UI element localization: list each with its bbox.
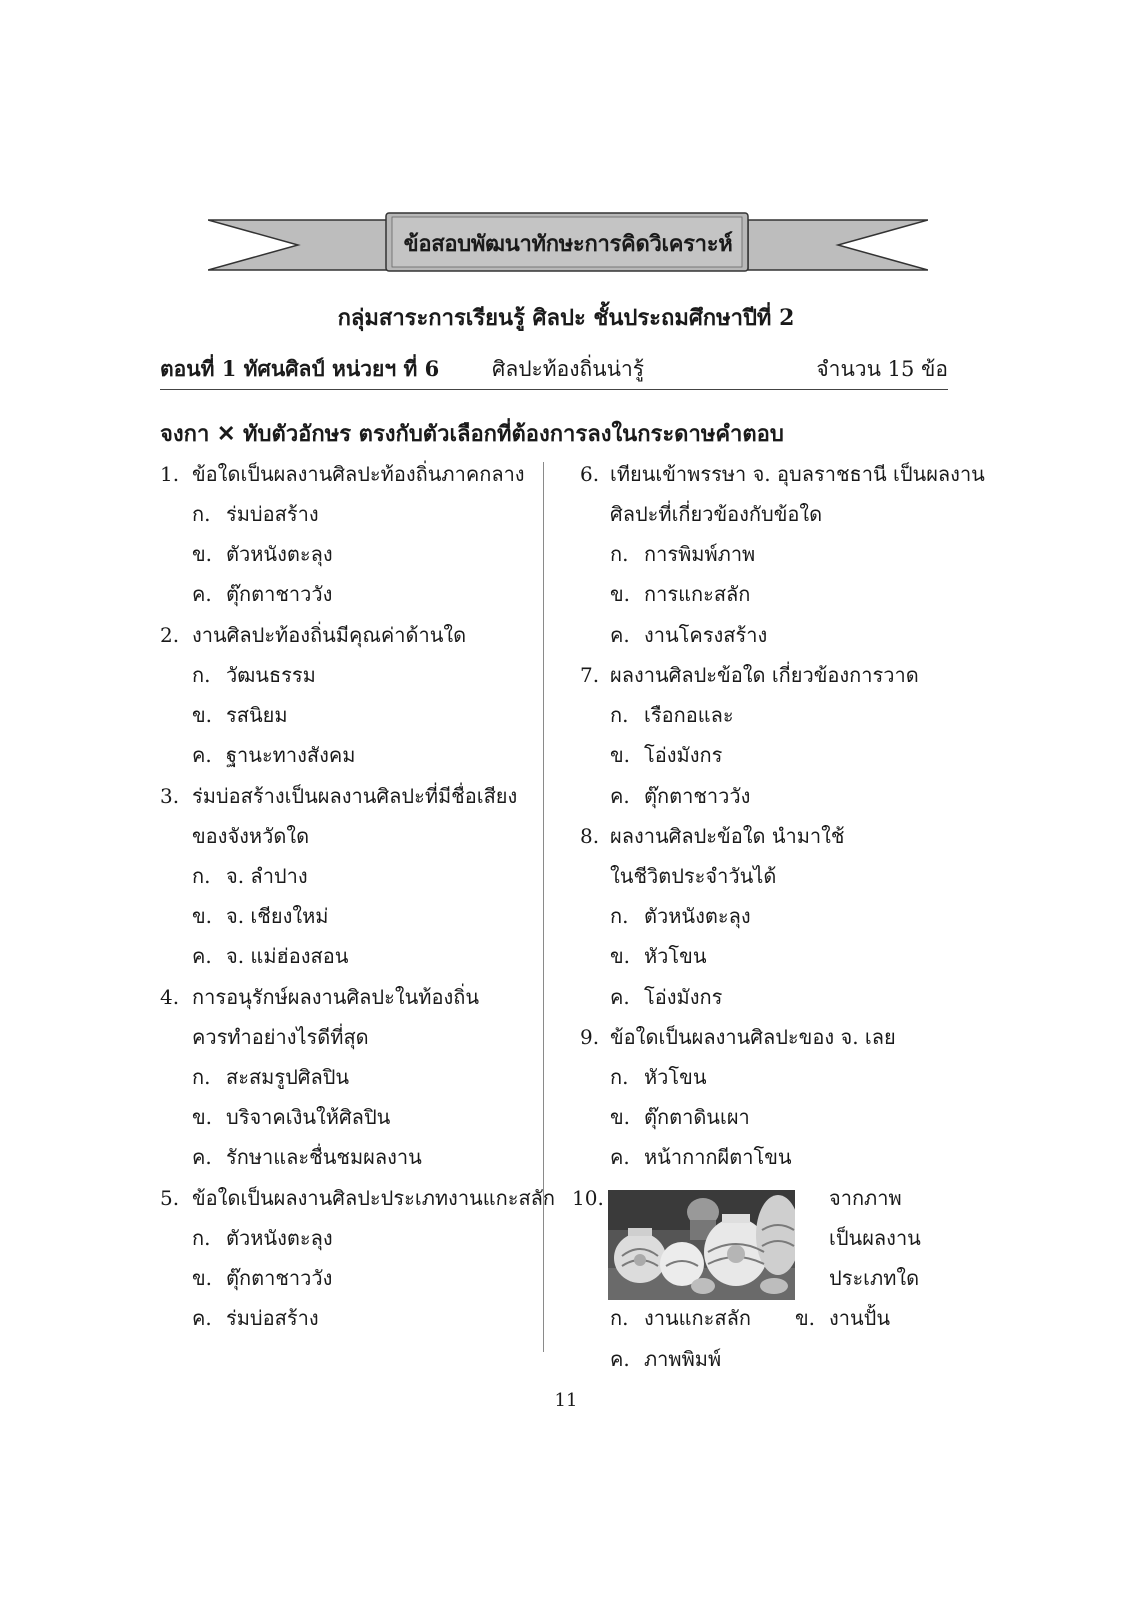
option-letter: ข. bbox=[610, 1105, 631, 1129]
question-text-continued: เป็นผลงาน bbox=[829, 1226, 921, 1250]
option-text: ตัวหนังตะลุง bbox=[226, 1226, 333, 1250]
question-text-continued: ประเภทใด bbox=[829, 1266, 920, 1290]
question-number: 5. bbox=[160, 1186, 180, 1210]
option-letter: ก. bbox=[610, 542, 629, 566]
option-letter: ค. bbox=[192, 743, 212, 767]
question-text-continued: ควรทำอย่างไรดีที่สุด bbox=[192, 1025, 369, 1049]
option-text: รสนิยม bbox=[226, 703, 288, 727]
option-letter: ก. bbox=[192, 502, 211, 526]
option-letter: ก. bbox=[610, 1306, 629, 1330]
option-letter: ก. bbox=[610, 1065, 629, 1089]
part-label: ตอนที่ 1 ทัศนศิลป์ หน่วยฯ ที่ 6 bbox=[160, 356, 440, 381]
option-letter: ก. bbox=[610, 703, 629, 727]
option-text: หัวโขน bbox=[644, 1065, 707, 1089]
question-text: จากภาพ bbox=[829, 1186, 902, 1210]
option-letter: ข. bbox=[192, 1266, 213, 1290]
option-text: ตุ๊กตาชาววัง bbox=[226, 582, 333, 606]
question-number: 1. bbox=[160, 462, 180, 486]
title-banner bbox=[208, 212, 928, 278]
option-text: รักษาและชื่นชมผลงาน bbox=[226, 1145, 422, 1169]
option-letter: ค. bbox=[192, 582, 212, 606]
option-letter: ข. bbox=[192, 904, 213, 928]
question-number: 2. bbox=[160, 623, 180, 647]
option-letter: ข. bbox=[610, 743, 631, 767]
question-text: เทียนเข้าพรรษา จ. อุบลราชธานี เป็นผลงาน bbox=[610, 462, 985, 486]
question-text: ร่มบ่อสร้างเป็นผลงานศิลปะที่มีชื่อเสียง bbox=[192, 784, 518, 808]
header-divider bbox=[160, 389, 948, 390]
option-text: การพิมพ์ภาพ bbox=[644, 542, 756, 566]
subject-line: กลุ่มสาระการเรียนรู้ ศิลปะ ชั้นประถมศึกษาปีที่ 2 bbox=[337, 305, 795, 331]
column-divider bbox=[543, 462, 544, 1352]
instruction: จงกา ✕ ทับตัวอักษร ตรงกับตัวเลือกที่ต้องการลงในกระดาษคำตอบ bbox=[160, 421, 784, 447]
question-text-continued: ศิลปะที่เกี่ยวข้องกับข้อใด bbox=[610, 502, 823, 526]
option-letter: ค. bbox=[192, 1145, 212, 1169]
option-letter: ข. bbox=[795, 1306, 816, 1330]
option-text: หน้ากากผีตาโขน bbox=[644, 1145, 792, 1169]
option-letter: ก. bbox=[192, 1226, 211, 1250]
option-letter: ก. bbox=[192, 864, 211, 888]
option-text: จ. เชียงใหม่ bbox=[226, 904, 329, 928]
question-number: 9. bbox=[580, 1025, 600, 1049]
option-letter: ข. bbox=[192, 542, 213, 566]
option-text: ร่มบ่อสร้าง bbox=[226, 502, 319, 526]
question-number: 3. bbox=[160, 784, 180, 808]
option-text: การแกะสลัก bbox=[644, 582, 751, 606]
banner-title: ข้อสอบพัฒนาทักษะการคิดวิเคราะห์ bbox=[403, 230, 733, 257]
option-letter: ก. bbox=[192, 663, 211, 687]
question-text: ข้อใดเป็นผลงานศิลปะประเภทงานแกะสลัก bbox=[192, 1186, 556, 1210]
option-letter: ก. bbox=[610, 904, 629, 928]
option-letter: ค. bbox=[610, 784, 630, 808]
option-text: จ. แม่ฮ่องสอน bbox=[226, 944, 349, 968]
option-text: ภาพพิมพ์ bbox=[644, 1347, 722, 1371]
question-text: ผลงานศิลปะข้อใด นำมาใช้ bbox=[610, 824, 845, 848]
option-letter: ค. bbox=[610, 985, 630, 1009]
option-text: ตุ๊กตาชาววัง bbox=[644, 784, 751, 808]
option-letter: ก. bbox=[192, 1065, 211, 1089]
pottery-photo bbox=[608, 1190, 795, 1300]
option-text: เรือกอและ bbox=[644, 703, 734, 727]
option-text: ฐานะทางสังคม bbox=[226, 743, 356, 767]
option-letter: ข. bbox=[192, 1105, 213, 1129]
question-number: 7. bbox=[580, 663, 600, 687]
part-topic: ศิลปะท้องถิ่นน่ารู้ bbox=[492, 357, 645, 381]
option-text: สะสมรูปศิลปิน bbox=[226, 1065, 350, 1089]
question-text: ผลงานศิลปะข้อใด เกี่ยวข้องการวาด bbox=[610, 663, 919, 687]
option-letter: ข. bbox=[610, 944, 631, 968]
option-text: บริจาคเงินให้ศิลปิน bbox=[226, 1105, 391, 1129]
option-letter: ข. bbox=[192, 703, 213, 727]
option-letter: ค. bbox=[192, 1306, 212, 1330]
option-text: โอ่งมังกร bbox=[644, 985, 723, 1009]
option-text: ตุ๊กตาชาววัง bbox=[226, 1266, 333, 1290]
option-text: หัวโขน bbox=[644, 944, 707, 968]
question-text-continued: ในชีวิตประจำวันได้ bbox=[610, 864, 777, 888]
option-letter: ค. bbox=[610, 1347, 630, 1371]
question-number-10: 10. bbox=[572, 1186, 604, 1210]
question-text: ข้อใดเป็นผลงานศิลปะของ จ. เลย bbox=[610, 1025, 896, 1049]
option-text: ตุ๊กตาดินเผา bbox=[644, 1105, 750, 1129]
question-text: การอนุรักษ์ผลงานศิลปะในท้องถิ่น bbox=[192, 985, 480, 1009]
option-letter: ค. bbox=[192, 944, 212, 968]
option-text: จ. ลำปาง bbox=[226, 864, 308, 888]
page-number: 11 bbox=[554, 1390, 578, 1411]
option-letter: ค. bbox=[610, 623, 630, 647]
part-header bbox=[160, 353, 948, 389]
option-text: งานปั้น bbox=[829, 1306, 891, 1330]
option-text: ร่มบ่อสร้าง bbox=[226, 1306, 319, 1330]
question-text: ข้อใดเป็นผลงานศิลปะท้องถิ่นภาคกลาง bbox=[192, 462, 525, 486]
option-text: ตัวหนังตะลุง bbox=[644, 904, 751, 928]
option-text: ตัวหนังตะลุง bbox=[226, 542, 333, 566]
question-number: 4. bbox=[160, 985, 180, 1009]
question-text-continued: ของจังหวัดใด bbox=[192, 824, 310, 848]
option-letter: ข. bbox=[610, 582, 631, 606]
option-text: วัฒนธรรม bbox=[226, 663, 316, 687]
question-number: 6. bbox=[580, 462, 600, 486]
option-text: โอ่งมังกร bbox=[644, 743, 723, 767]
option-letter: ค. bbox=[610, 1145, 630, 1169]
option-text: งานแกะสลัก bbox=[644, 1306, 751, 1330]
question-number: 8. bbox=[580, 824, 600, 848]
question-count: จำนวน 15 ข้อ bbox=[816, 357, 948, 381]
option-text: งานโครงสร้าง bbox=[644, 623, 768, 647]
question-text: งานศิลปะท้องถิ่นมีคุณค่าด้านใด bbox=[192, 623, 467, 647]
